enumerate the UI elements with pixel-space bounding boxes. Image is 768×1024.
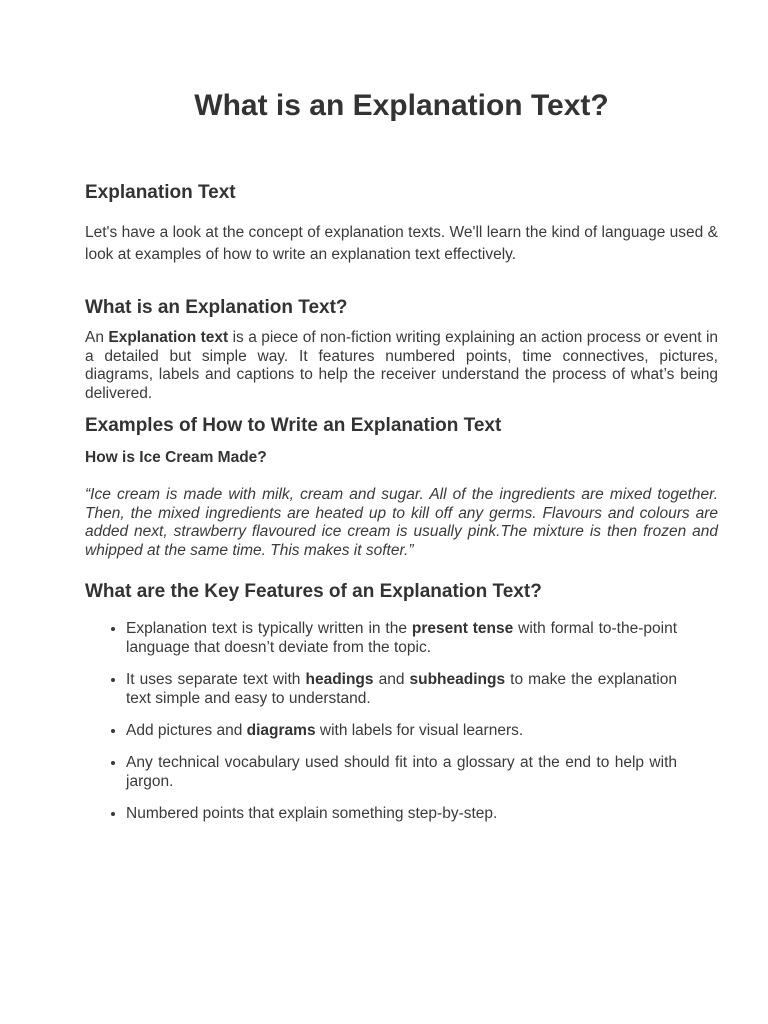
list-item-text: Numbered points that explain something step-by-step. [126, 805, 498, 822]
list-item-text: It uses separate text with [126, 671, 306, 688]
list-item-bold: subheadings [409, 671, 506, 688]
list-item [126, 804, 677, 823]
list-item-text: with labels for visual learners. [315, 722, 524, 739]
list-item-text: and [373, 671, 410, 688]
intro-paragraph: Let's have a look at the concept of explanation texts. We'll learn the kind of language used & look at examples of how to write an explanation text effectively. [85, 224, 718, 263]
subheading-ice-cream: How is Ice Cream Made? [85, 449, 267, 466]
example-quote: “Ice cream is made with milk, cream and sugar. All of the ingredients are mixed together. Then, the mixed ingredients are heated up to kill off any germs. Flavours and colours are added next, strawberry flavoured ice cream is usually pink.The mixture is then frozen and whipped at the same time. This makes it softer.” [85, 486, 718, 559]
list-item [126, 670, 677, 708]
definition-lead: An [85, 329, 109, 346]
list-item [126, 753, 677, 791]
section-heading-what-is: What is an Explanation Text? [85, 297, 348, 318]
definition-term: Explanation text [108, 329, 229, 346]
list-item [126, 619, 677, 657]
definition-body: is a piece of non-fiction writing explaining an action process or event in a detailed but simple way. It features numbered points, time connectives, pictures, diagrams, labels and captions to help the receiver understand the process of what’s being delivered. [85, 329, 719, 402]
list-item-text: with formal to-the-point language that doesn’t deviate from the topic. [126, 620, 677, 656]
list-item-bold: headings [305, 671, 374, 688]
list-item-text: Any technical vocabulary used should fit into a glossary at the end to help with jargon. [126, 754, 677, 790]
section-heading-examples: Examples of How to Write an Explanation Text [85, 415, 502, 436]
definition-paragraph [85, 329, 718, 403]
section-heading-key-features: What are the Key Features of an Explanation Text? [85, 581, 542, 602]
list-item-text: Explanation text is typically written in the [126, 620, 412, 637]
list-item-text: Add pictures and [126, 722, 247, 739]
features-list [85, 619, 718, 823]
list-item-text: to make the explanation text simple and easy to understand. [126, 671, 677, 707]
list-item-bold: present tense [411, 620, 514, 637]
section-heading-explanation-text: Explanation Text [85, 182, 236, 203]
page-title: What is an Explanation Text? [194, 89, 609, 122]
list-item [126, 721, 677, 740]
list-item-bold: diagrams [246, 722, 316, 739]
